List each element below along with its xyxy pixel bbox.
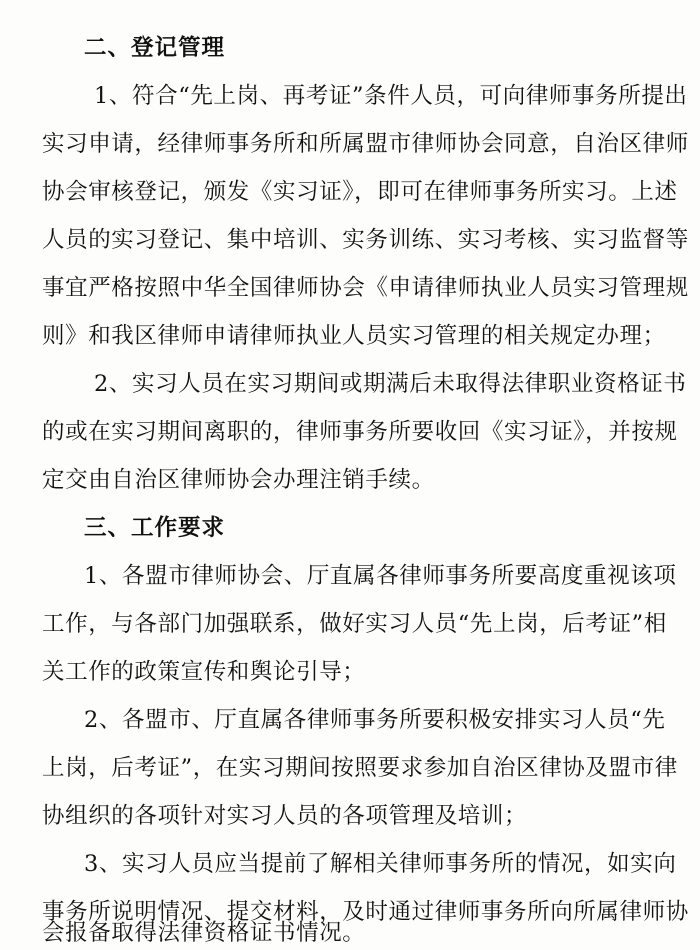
paragraph-line: 2、实习人员在实习期间或期满后未取得法律职业资格证书 — [94, 371, 687, 397]
paragraph-line: 2、各盟市、厅直属各律师事务所要积极安排实习人员“先 — [84, 707, 666, 733]
paragraph-line: 的或在实习期间离职的，律师事务所要收回《实习证》，并按规 — [42, 419, 678, 445]
paragraph-line: 人员的实习登记、集中培训、实务训练、实习考核、实习监督等 — [42, 227, 689, 253]
paragraph-line: 会报备取得法律资格证书情况。 — [42, 920, 366, 946]
paragraph-line: 1、各盟市律师协会、厅直属各律师事务所要高度重视该项 — [84, 563, 677, 589]
paragraph-line: 工作，与各部门加强联系，做好实习人员“先上岗，后考证”相 — [42, 611, 667, 637]
paragraph-line: 定交由自治区律师协会办理注销手续。 — [42, 467, 435, 493]
paragraph-line: 3、实习人员应当提前了解相关律师事务所的情况，如实向 — [84, 851, 677, 877]
paragraph-line: 实习申请，经律师事务所和所属盟市律师协会同意，自治区律师 — [42, 131, 689, 157]
paragraph-line: 关工作的政策宣传和舆论引导； — [42, 659, 366, 685]
section-heading-registration: 二、登记管理 — [84, 35, 226, 61]
paragraph-line: 事宜严格按照中华全国律师协会《申请律师执业人员实习管理规 — [42, 275, 689, 301]
paragraph-line: 1、符合“先上岗、再考证”条件人员，可向律师事务所提出 — [94, 83, 688, 109]
paragraph-line: 则》和我区律师申请律师执业人员实习管理的相关规定办理； — [42, 323, 666, 349]
paragraph-line: 协会审核登记，颁发《实习证》，即可在律师事务所实习。上述 — [42, 179, 678, 205]
paragraph-line: 协组织的各项针对实习人员的各项管理及培训； — [42, 803, 528, 829]
section-heading-work-requirements: 三、工作要求 — [84, 515, 226, 541]
paragraph-line: 事务所说明情况、提交材料，及时通过律师事务所向所属律师协 — [42, 899, 689, 925]
paragraph-line: 上岗，后考证”，在实习期间按照要求参加自治区律协及盟市律 — [42, 755, 678, 781]
